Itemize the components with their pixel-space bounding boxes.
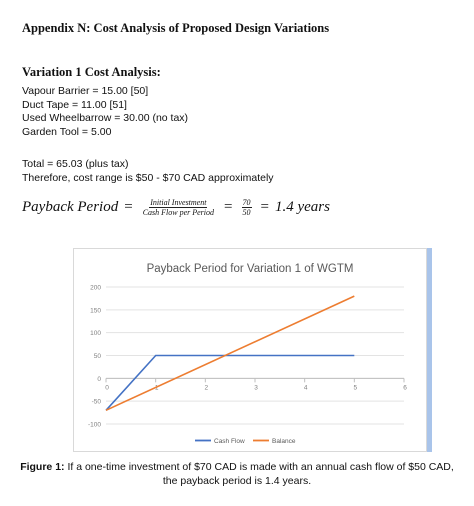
formula-numerator-value: 70 [242, 197, 251, 207]
cost-item: Vapour Barrier = 15.00 [50] [22, 85, 149, 97]
range-line: Therefore, cost range is $50 - $70 CAD approximately [22, 171, 274, 184]
y-tick-label: -50 [91, 398, 101, 406]
formula-equals-2: = [224, 198, 233, 215]
cost-item-list [22, 85, 188, 139]
x-tick-label: 5 [353, 384, 358, 392]
formula-equals-3: = [260, 198, 269, 215]
legend-label: Cash Flow [214, 438, 245, 445]
formula-fraction-values [242, 198, 252, 217]
formula-numerator: Initial Investment [150, 197, 207, 207]
series-line-cash-flow [106, 356, 354, 411]
cost-item: Used Wheelbarrow = 30.00 (no tax) [22, 112, 189, 124]
chart-canvas [74, 249, 426, 451]
chart-title: Payback Period for Variation 1 of WGTM [146, 263, 354, 275]
chart-selection-bar [427, 248, 432, 452]
totals-block [22, 158, 274, 185]
x-tick-label: 4 [303, 384, 308, 392]
payback-formula [22, 192, 330, 222]
formula-result: 1.4 years [274, 198, 330, 215]
figure-caption [0, 460, 474, 488]
y-tick-label: 0 [97, 375, 101, 383]
series-line-balance [106, 296, 354, 410]
x-tick-label: 6 [403, 384, 407, 392]
total-line: Total = 65.03 (plus tax) [22, 158, 129, 170]
caption-text-1: If a one-time investment of $70 CAD is made with an annual cash flow of $50 CAD, [64, 461, 454, 473]
x-tick-label: 0 [105, 384, 109, 392]
formula-denominator-value: 50 [242, 207, 251, 217]
formula-fraction [142, 198, 215, 217]
caption-label: Figure 1: [20, 461, 65, 473]
y-tick-label: 150 [90, 307, 101, 315]
x-tick-label: 1 [154, 384, 159, 392]
x-tick-label: 3 [254, 384, 258, 392]
y-tick-label: 200 [90, 284, 101, 292]
x-tick-label: 2 [204, 384, 209, 392]
formula-lhs: Payback Period [22, 198, 119, 215]
y-tick-label: -100 [87, 421, 101, 429]
formula-denominator: Cash Flow per Period [142, 207, 215, 217]
y-tick-label: 100 [90, 330, 101, 338]
appendix-heading: Appendix N: Cost Analysis of Proposed Design Variations [22, 21, 330, 35]
caption-line-2: the payback period is 1.4 years. [162, 475, 312, 487]
cost-item: Duct Tape = 11.00 [51] [22, 98, 127, 111]
cost-item: Garden Tool = 5.00 [22, 125, 112, 138]
variation-subheading: Variation 1 Cost Analysis: [22, 65, 161, 79]
y-tick-label: 50 [93, 353, 101, 360]
formula-equals: = [124, 198, 133, 215]
caption-line-1 [0, 460, 474, 474]
legend-label: Balance [272, 438, 296, 445]
payback-chart [73, 248, 427, 452]
